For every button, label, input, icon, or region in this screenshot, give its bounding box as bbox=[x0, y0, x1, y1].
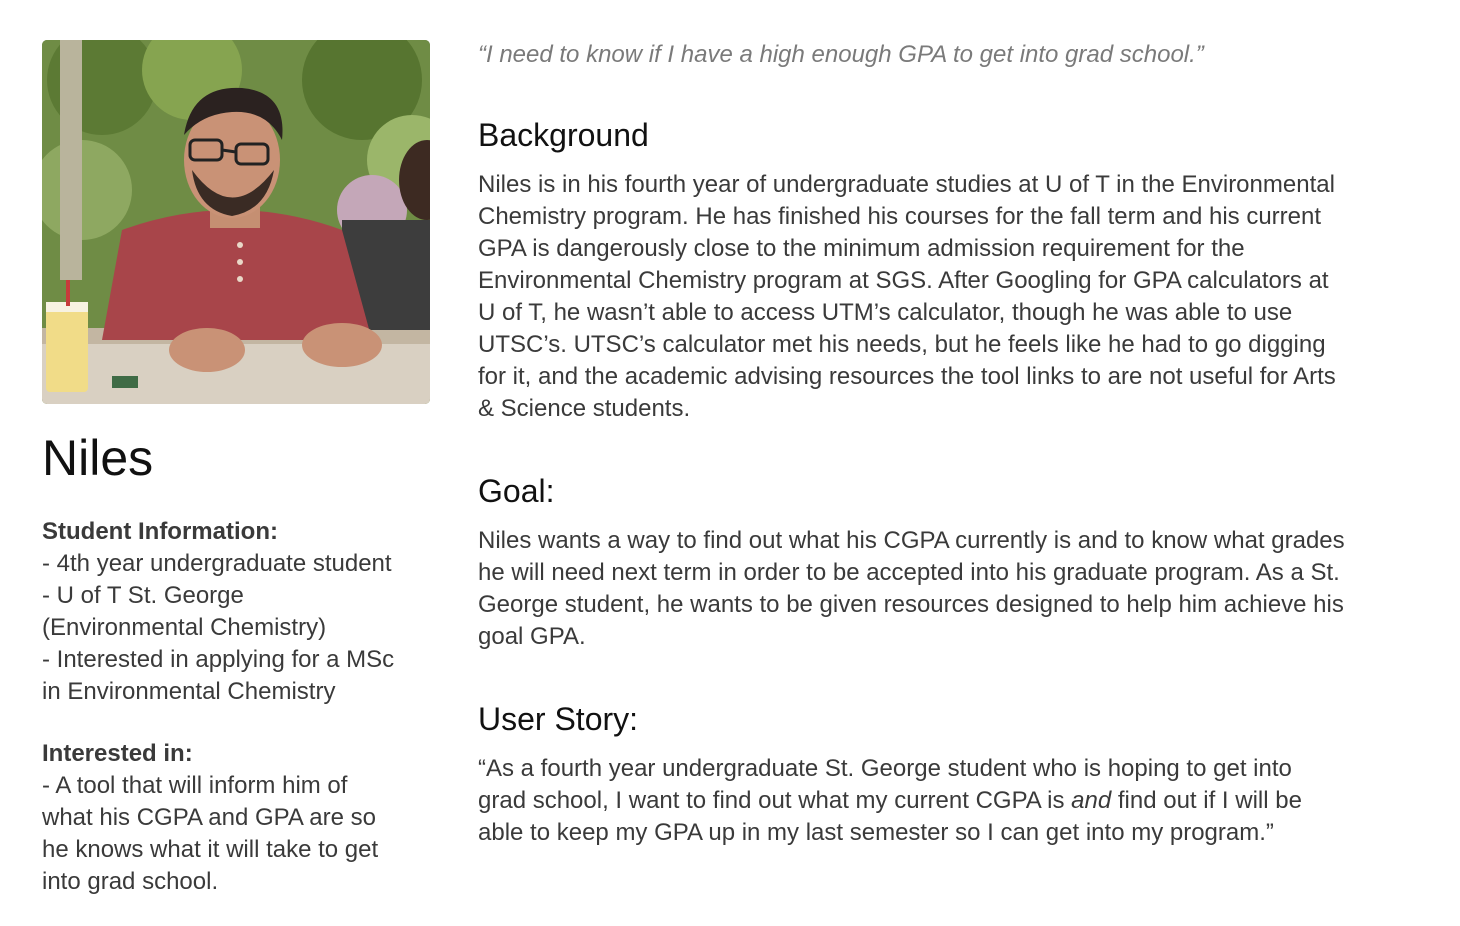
student-information-line: (Environmental Chemistry) bbox=[42, 614, 327, 641]
interested-in-line: he knows what it will take to get bbox=[42, 836, 379, 863]
persona-quote: “I need to know if I have a high enough GPA to get into grad school.” bbox=[478, 41, 1204, 68]
persona-photo bbox=[42, 40, 430, 404]
user-story-text: find out if I will be bbox=[1111, 787, 1302, 814]
interested-in-line: - A tool that will inform him of bbox=[42, 772, 348, 799]
background-line: U of T, he wasn’t able to access UTM’s calculator, though he was able to use bbox=[478, 299, 1293, 326]
student-information-heading: Student Information: bbox=[42, 518, 278, 545]
background-line: Niles is in his fourth year of undergraduate studies at U of T in the Environmental bbox=[478, 171, 1335, 198]
persona-photo-illustration bbox=[42, 40, 430, 404]
persona-details bbox=[478, 38, 1438, 849]
goal-line: goal GPA. bbox=[478, 623, 586, 650]
interested-in-line: into grad school. bbox=[42, 868, 219, 895]
user-story-line bbox=[478, 785, 1438, 817]
user-story-line: “As a fourth year undergraduate St. George student who is hoping to get into bbox=[478, 755, 1292, 782]
user-story-text: grad school, I want to find out what my current CGPA is bbox=[478, 787, 1072, 814]
user-story-heading: User Story: bbox=[478, 701, 639, 737]
user-story-emphasis: and bbox=[1071, 787, 1112, 814]
user-story-paragraph bbox=[478, 753, 1438, 849]
user-story-line: able to keep my GPA up in my last semester so I can get into my program.” bbox=[478, 819, 1274, 846]
persona-name: Niles bbox=[42, 430, 154, 486]
student-information-line: - 4th year undergraduate student bbox=[42, 550, 392, 577]
student-information-line: - Interested in applying for a MSc bbox=[42, 646, 395, 673]
goal-line: he will need next term in order to be accepted into his graduate program. As a St. bbox=[478, 559, 1340, 586]
interested-in-line: what his CGPA and GPA are so bbox=[42, 804, 376, 831]
student-information-line: - U of T St. George bbox=[42, 582, 244, 609]
background-line: Chemistry program. He has finished his courses for the fall term and his current bbox=[478, 203, 1322, 230]
interested-in-section bbox=[42, 738, 438, 898]
persona-sidebar bbox=[42, 40, 438, 898]
background-line: UTSC’s. UTSC’s calculator met his needs, but he feels like he had to go digging bbox=[478, 331, 1326, 358]
background-line: GPA is dangerously close to the minimum admission requirement for the bbox=[478, 235, 1245, 262]
goal-line: Niles wants a way to find out what his CGPA currently is and to know what grades bbox=[478, 527, 1345, 554]
background-line: & Science students. bbox=[478, 395, 691, 422]
background-heading: Background bbox=[478, 117, 649, 153]
background-paragraph bbox=[478, 169, 1438, 425]
interested-in-heading: Interested in: bbox=[42, 740, 193, 767]
background-line: Environmental Chemistry program at SGS. After Googling for GPA calculators at bbox=[478, 267, 1329, 294]
background-line: for it, and the academic advising resources the tool links to are not useful for Arts bbox=[478, 363, 1336, 390]
goal-heading: Goal: bbox=[478, 473, 555, 509]
goal-paragraph bbox=[478, 525, 1438, 653]
student-information-section bbox=[42, 516, 438, 708]
student-information-line: in Environmental Chemistry bbox=[42, 678, 336, 705]
goal-line: George student, he wants to be given resources designed to help him achieve his bbox=[478, 591, 1344, 618]
